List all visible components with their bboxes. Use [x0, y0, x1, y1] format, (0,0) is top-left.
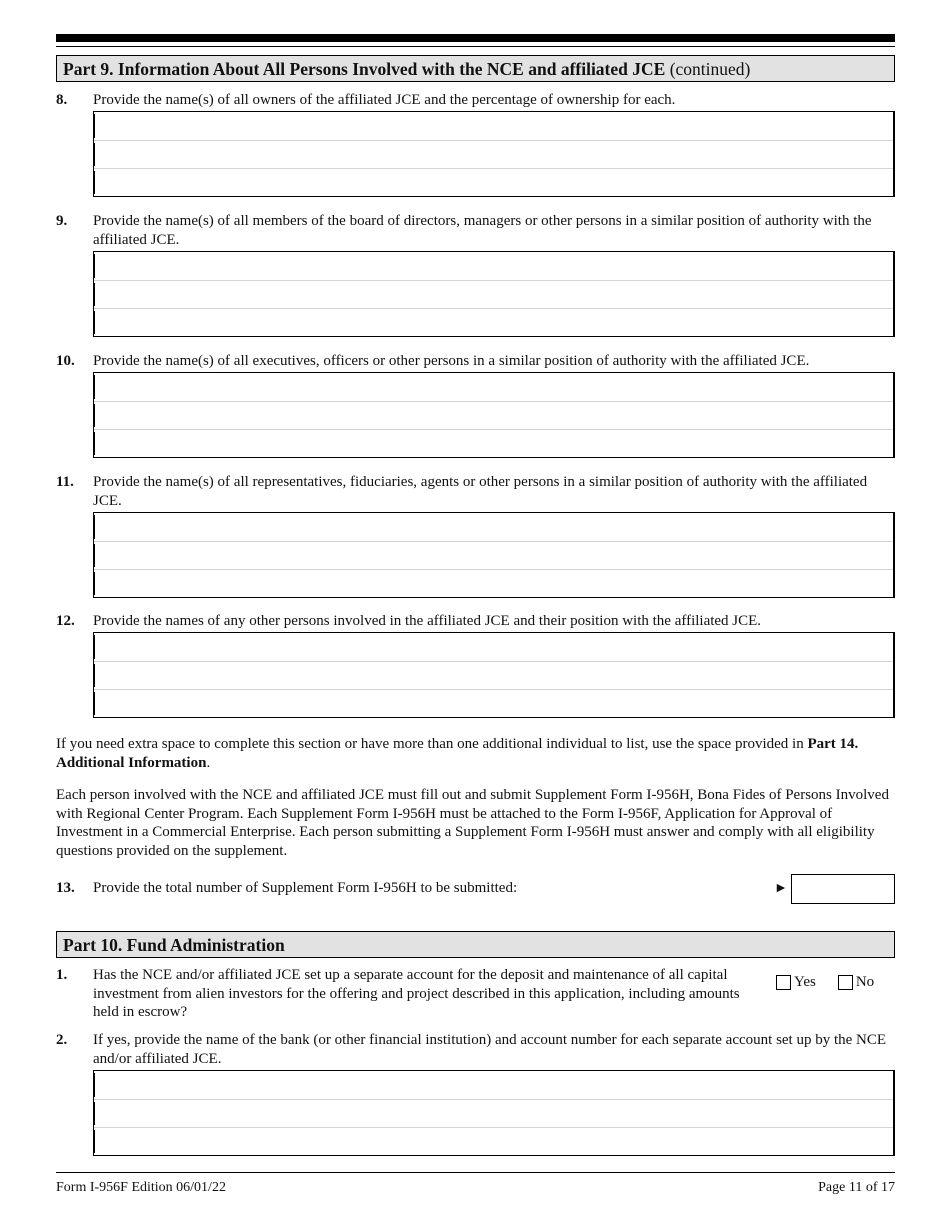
no-checkbox[interactable]: [838, 975, 853, 990]
question-number: 2.: [56, 1032, 68, 1048]
answer-line[interactable]: [94, 252, 893, 280]
top-thin-rule: [56, 46, 895, 47]
question-number: 9.: [56, 213, 68, 229]
q11-answer-box[interactable]: [93, 512, 895, 598]
answer-line[interactable]: [94, 1071, 893, 1099]
part10-header: [56, 931, 895, 958]
answer-line[interactable]: [94, 401, 893, 429]
form-edition: Form I-956F Edition 06/01/22: [56, 1180, 226, 1195]
q8-answer-box[interactable]: [93, 111, 895, 197]
no-label: No: [855, 974, 875, 990]
question-text: Provide the name(s) of all owners of the affiliated JCE and the percentage of ownership for each.: [93, 92, 676, 108]
arrow-icon: ►: [774, 881, 788, 896]
bank-account-answer-box[interactable]: [93, 1070, 895, 1156]
answer-line[interactable]: [94, 308, 893, 336]
question-text: Has the NCE and/or affiliated JCE set up a separate account for the deposit and maintenance of all capital investment from alien investors for the offering and project described in this application, including amounts held in escrow?: [93, 967, 740, 1020]
footer-rule: [56, 1172, 895, 1173]
answer-line[interactable]: [94, 513, 893, 541]
question-number: 1.: [56, 967, 68, 983]
answer-line[interactable]: [94, 569, 893, 597]
question-text: Provide the name(s) of all members of the board of directors, managers or other persons in a similar position of authority with the affiliated JCE.: [93, 213, 872, 248]
question-text: Provide the name(s) of all executives, officers or other persons in a similar position of authority with the affiliated JCE.: [93, 353, 810, 369]
question-number: 13.: [56, 880, 75, 896]
answer-line[interactable]: [94, 112, 893, 140]
answer-line[interactable]: [94, 429, 893, 457]
question-number: 11.: [56, 474, 74, 490]
answer-line[interactable]: [94, 168, 893, 196]
supplement-paragraph: Each person involved with the NCE and affiliated JCE must fill out and submit Supplement Form I-956H, Bona Fides of Persons Involved with Regional Center Program. Each Supplement Form I-956H must be attached to the Form I-956F, Application for Approval of Investment in a Commercial Enterprise. Each person submitting a Supplement Form I-956H must answer and comply with all eligibility questions provided on the supplement.: [56, 787, 889, 859]
q10-answer-box[interactable]: [93, 372, 895, 458]
part9-continued: (continued): [669, 59, 751, 79]
question-text: Provide the total number of Supplement Form I-956H to be submitted:: [93, 880, 518, 896]
fund-account-choice: [776, 973, 896, 992]
answer-line[interactable]: [94, 140, 893, 168]
page-number: Page 11 of 17: [818, 1180, 895, 1195]
answer-line[interactable]: [94, 633, 893, 661]
answer-line[interactable]: [94, 1099, 893, 1127]
part9-title: Part 9. Information About All Persons Involved with the NCE and affiliated JCE: [63, 59, 666, 79]
question-number: 12.: [56, 613, 75, 629]
answer-line[interactable]: [94, 661, 893, 689]
extra-space-text: If you need extra space to complete this section or have more than one additional individual to list, use the space provided in: [56, 736, 808, 752]
part10-title: Part 10. Fund Administration: [63, 935, 285, 955]
answer-line[interactable]: [94, 1127, 893, 1155]
yes-label: Yes: [794, 974, 816, 990]
supplement-count-field[interactable]: [791, 874, 895, 904]
form-page: [56, 0, 895, 1230]
top-thick-rule: [56, 34, 895, 42]
question-number: 8.: [56, 92, 68, 108]
extra-space-note: [56, 735, 895, 772]
answer-line[interactable]: [94, 689, 893, 717]
question-number: 10.: [56, 353, 75, 369]
question-text: Provide the names of any other persons involved in the affiliated JCE and their position with the affiliated JCE.: [93, 613, 762, 629]
question-text: Provide the name(s) of all representatives, fiduciaries, agents or other persons in a similar position of authority with the affiliated JCE.: [93, 474, 868, 509]
extra-space-end: .: [206, 754, 211, 771]
yes-checkbox[interactable]: [776, 975, 791, 990]
answer-line[interactable]: [94, 280, 893, 308]
part9-header: [56, 55, 895, 82]
answer-line[interactable]: [94, 373, 893, 401]
q12-answer-box[interactable]: [93, 632, 895, 718]
extra-space-reference: Part 14. Additional Information: [56, 736, 859, 771]
question-text: If yes, provide the name of the bank (or other financial institution) and account number for each separate account set up by the NCE and/or affiliated JCE.: [93, 1032, 887, 1067]
answer-line[interactable]: [94, 541, 893, 569]
q9-answer-box[interactable]: [93, 251, 895, 337]
